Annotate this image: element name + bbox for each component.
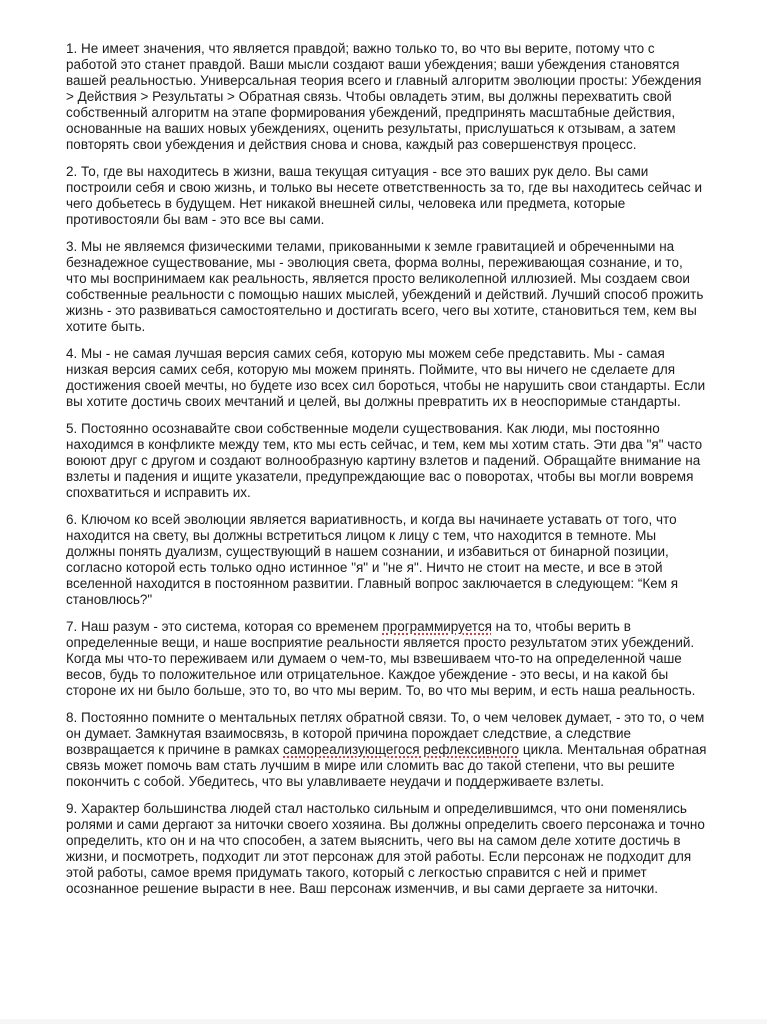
paragraph-6: 6. Ключом ко всей эволюции является вариативность, и когда вы начинаете уставать от того, что находится на свету, вы должны встретиться лицом к лицу с тем, что находится в темноте. Мы должны понять дуализм, существующий в нашем сознании, и избавиться от бинарной позиции, согласно которой есть только одно истинное "я" и "не я". Ничто не стоит на месте, и все в этой вселенной находится в постоянном развитии. Главный вопрос заключается в следующем: “Кем я становлюсь?" xyxy=(66,512,679,607)
paragraph-2: 2. То, где вы находитесь в жизни, ваша текущая ситуация - все это ваших рук дело. Вы сами построили себя и свою жизнь, и только вы несете ответственность за то, где вы находитесь сейчас и чего добьетесь в будущем. Нет никакой внешней силы, человека или предмета, которые противостояли бы вам - это все вы сами. xyxy=(66,164,703,227)
page-bottom-edge xyxy=(0,1019,767,1024)
text-block xyxy=(66,41,707,897)
paragraph-8: 8. Постоянно помните о ментальных петлях обратной связи. То, о чем человек думает, - это то, о чем он думает. Замкнутая взаимосвязь, в которой причина порождает следствие, а следствие возвращается к причине в рамках самореализующегося рефлексивного цикла. Ментальная обратная связь может помочь вам стать лучшим в мире или сломить вас до такой степени, что вы решите покончить с собой. Убедитесь, что вы улавливаете неудачи и поддерживаете взлеты. xyxy=(66,710,707,789)
paragraph-1: 1. Не имеет значения, что является правдой; важно только то, во что вы верите, потому что с работой это станет правдой. Ваши мысли создают ваши убеждения; ваши убеждения становятся вашей реальностью. Универсальная теория всего и главный алгоритм эволюции просты: Убеждения > Действия > Результаты > Обратная связь. Чтобы овладеть этим, вы должны перехватить свой собственный алгоритм на этапе формирования убеждений, предпринять масштабные действия, основанные на ваших новых убеждениях, оценить результаты, прислушаться к отзывам, а затем повторять свои убеждения и действия снова и снова, каждый раз совершенствуя процесс. xyxy=(66,41,702,152)
paragraph-5: 5. Постоянно осознавайте свои собственные модели существования. Как люди, мы постоянно находимся в конфликте между тем, кто мы есть сейчас, и тем, кем мы хотим стать. Эти два "я" часто воюют друг с другом и создают волнообразную картину взлетов и падений. Обращайте внимание на взлеты и падения и ищите указатели, предупреждающие вас о поворотах, чтобы вы могли вовремя спохватиться и исправить их. xyxy=(66,421,703,500)
misspelled-word: программируется xyxy=(382,619,492,634)
misspelled-word: самореализующегося рефлексивного xyxy=(283,742,520,757)
paragraph-3: 3. Мы не являемся физическими телами, прикованными к земле гравитацией и обреченными на безнадежное существование, мы - эволюция света, форма волны, переживающая сознание, и то, что мы воспринимаем как реальность, является просто великолепной иллюзией. Мы создаем свои собственные реальности с помощью наших мыслей, убеждений и действий. Лучший способ прожить жизнь - это развиваться самостоятельно и достигать всего, чего вы хотите, становиться тем, кем вы хотите быть. xyxy=(66,239,704,334)
paragraph-9: 9. Характер большинства людей стал настолько сильным и определившимся, что они поменялись ролями и сами дергают за ниточки своего хозяина. Вы должны определить своего персонажа и точно определить, кто он и на что способен, а затем выяснить, чего вы на самом деле хотите достичь в жизни, и посмотреть, подходит ли этот персонаж для этой работы. Если персонаж не подходит для этой работы, самое время придумать такого, который с легкостью справится с ней и примет осознанное решение вырасти в нее. Ваш персонаж изменчив, и вы сами дергаете за ниточки. xyxy=(66,801,705,896)
paragraph-7: 7. Наш разум - это система, которая со временем программируется на то, чтобы верить в определенные вещи, и наше восприятие реальности является просто результатом этих убеждений. Когда мы что-то переживаем или думаем о чем-то, мы взвешиваем что-то на определенной чаше весов, будь то положительное или отрицательное. Каждое убеждение - это весы, и на какой бы стороне их ни было больше, это то, во что мы верим. То, во что мы верим, и есть наша реальность. xyxy=(66,619,696,698)
paragraph-4: 4. Мы - не самая лучшая версия самих себя, которую мы можем себе представить. Мы - самая низкая версия самих себя, которую мы можем принять. Поймите, что вы ничего не сделаете для достижения своей мечты, но будете изо всех сил бороться, чтобы не нарушить свои стандарты. Если вы хотите достичь своих мечтаний и целей, вы должны превратить их в неоспоримые стандарты. xyxy=(66,346,706,409)
